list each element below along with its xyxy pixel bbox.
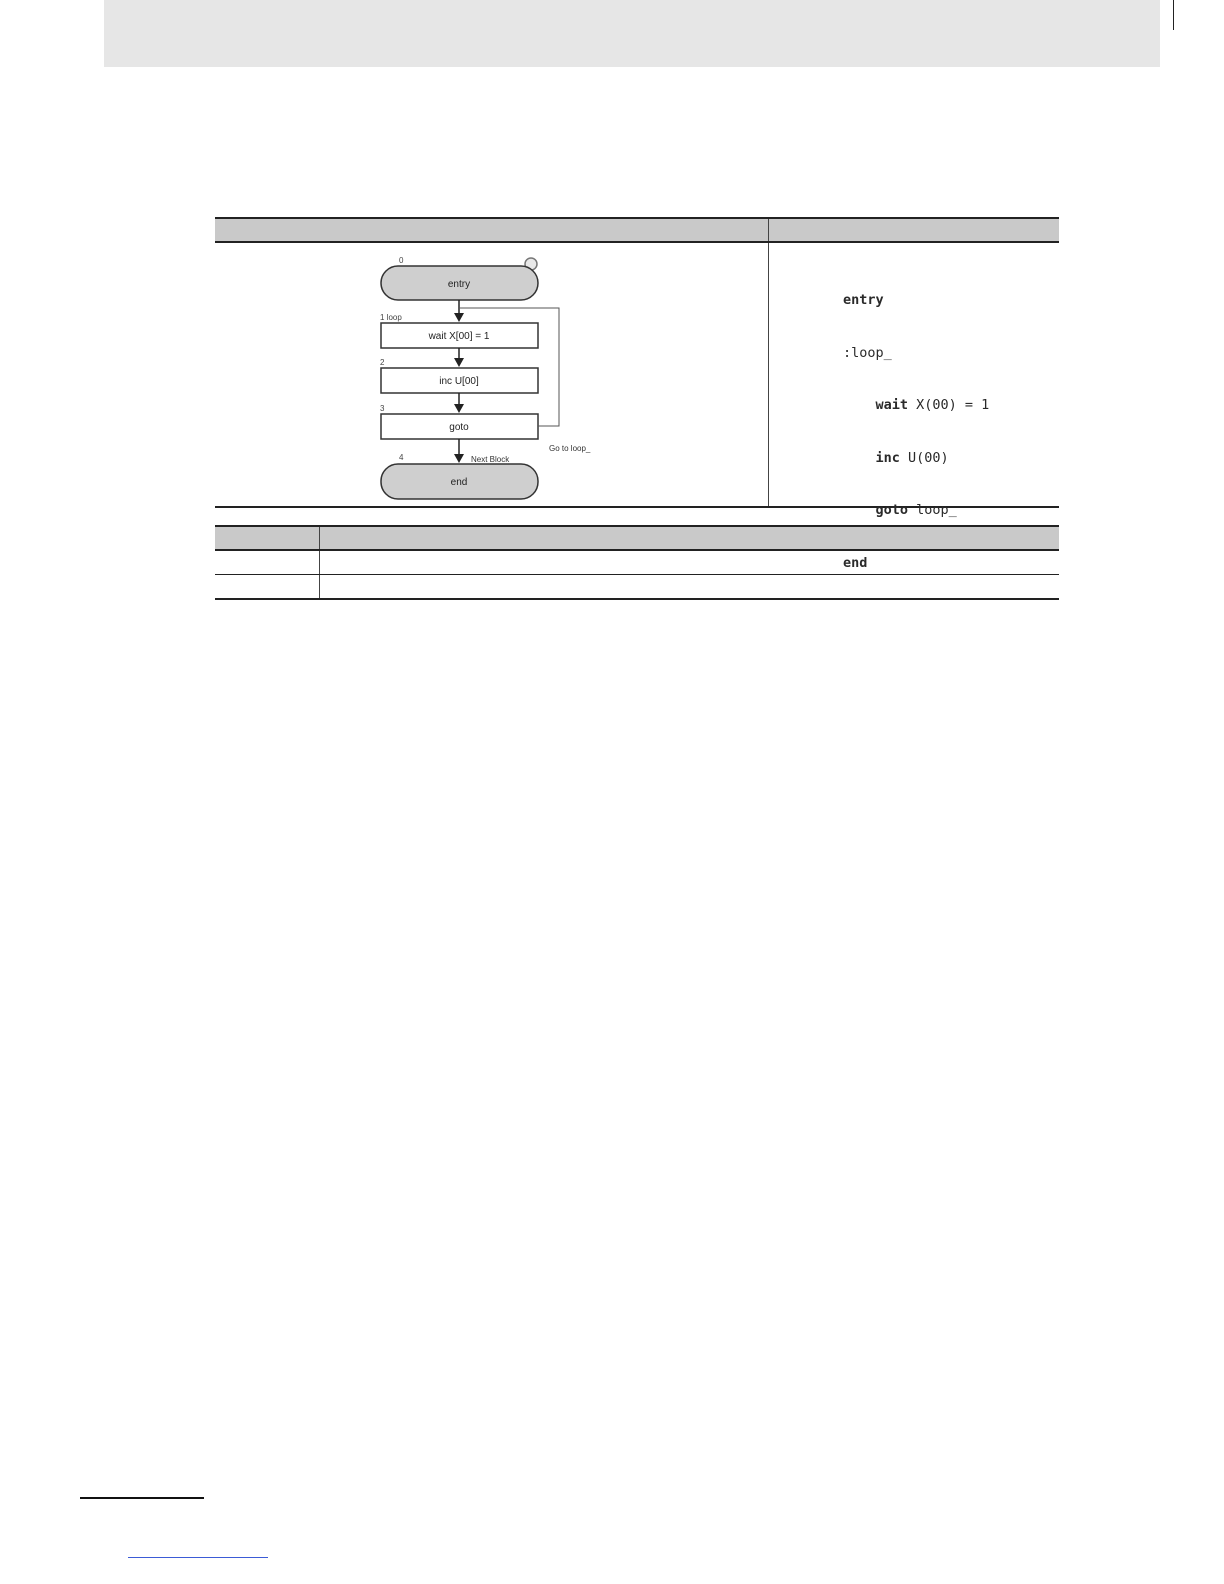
table-row bbox=[215, 575, 1059, 600]
code-line: :loop_ bbox=[843, 344, 892, 361]
arrow-down-icon bbox=[454, 313, 464, 322]
footer-link[interactable] bbox=[128, 1557, 268, 1558]
description-table-header bbox=[215, 525, 1059, 551]
example-table-header bbox=[215, 217, 1059, 243]
end-node-label: end bbox=[450, 477, 468, 488]
node-index-2: 2 bbox=[380, 358, 385, 367]
code-line: goto loop_ bbox=[843, 502, 957, 518]
page-edge-rule bbox=[1173, 0, 1174, 30]
inc-node-label: inc U[00] bbox=[439, 376, 479, 387]
page-header-band bbox=[104, 0, 1160, 67]
arrow-down-icon bbox=[454, 404, 464, 413]
wait-node-label: wait X[00] = 1 bbox=[428, 331, 490, 342]
node-index-0: 0 bbox=[399, 256, 404, 265]
node-index-1: 1 loop bbox=[380, 313, 402, 322]
table-row bbox=[215, 551, 1059, 575]
footer-rule bbox=[80, 1497, 204, 1499]
arrow-down-icon bbox=[454, 358, 464, 367]
goto-node-label: goto bbox=[449, 422, 469, 433]
node-index-3: 3 bbox=[380, 404, 385, 413]
code-line: wait X(00) = 1 bbox=[843, 397, 990, 413]
code-line: inc U(00) bbox=[843, 449, 949, 466]
example-table bbox=[215, 217, 1059, 571]
next-block-label: Next Block bbox=[471, 455, 510, 464]
goto-target-label: Go to loop_ bbox=[549, 444, 591, 453]
code-line: end bbox=[843, 554, 868, 571]
entry-node-label: entry bbox=[447, 279, 471, 290]
code-line: entry bbox=[843, 292, 884, 308]
flowchart bbox=[363, 249, 623, 507]
description-table bbox=[215, 525, 1059, 600]
node-index-4: 4 bbox=[399, 453, 404, 462]
example-table-body bbox=[215, 243, 1059, 571]
arrow-down-icon bbox=[454, 454, 464, 463]
